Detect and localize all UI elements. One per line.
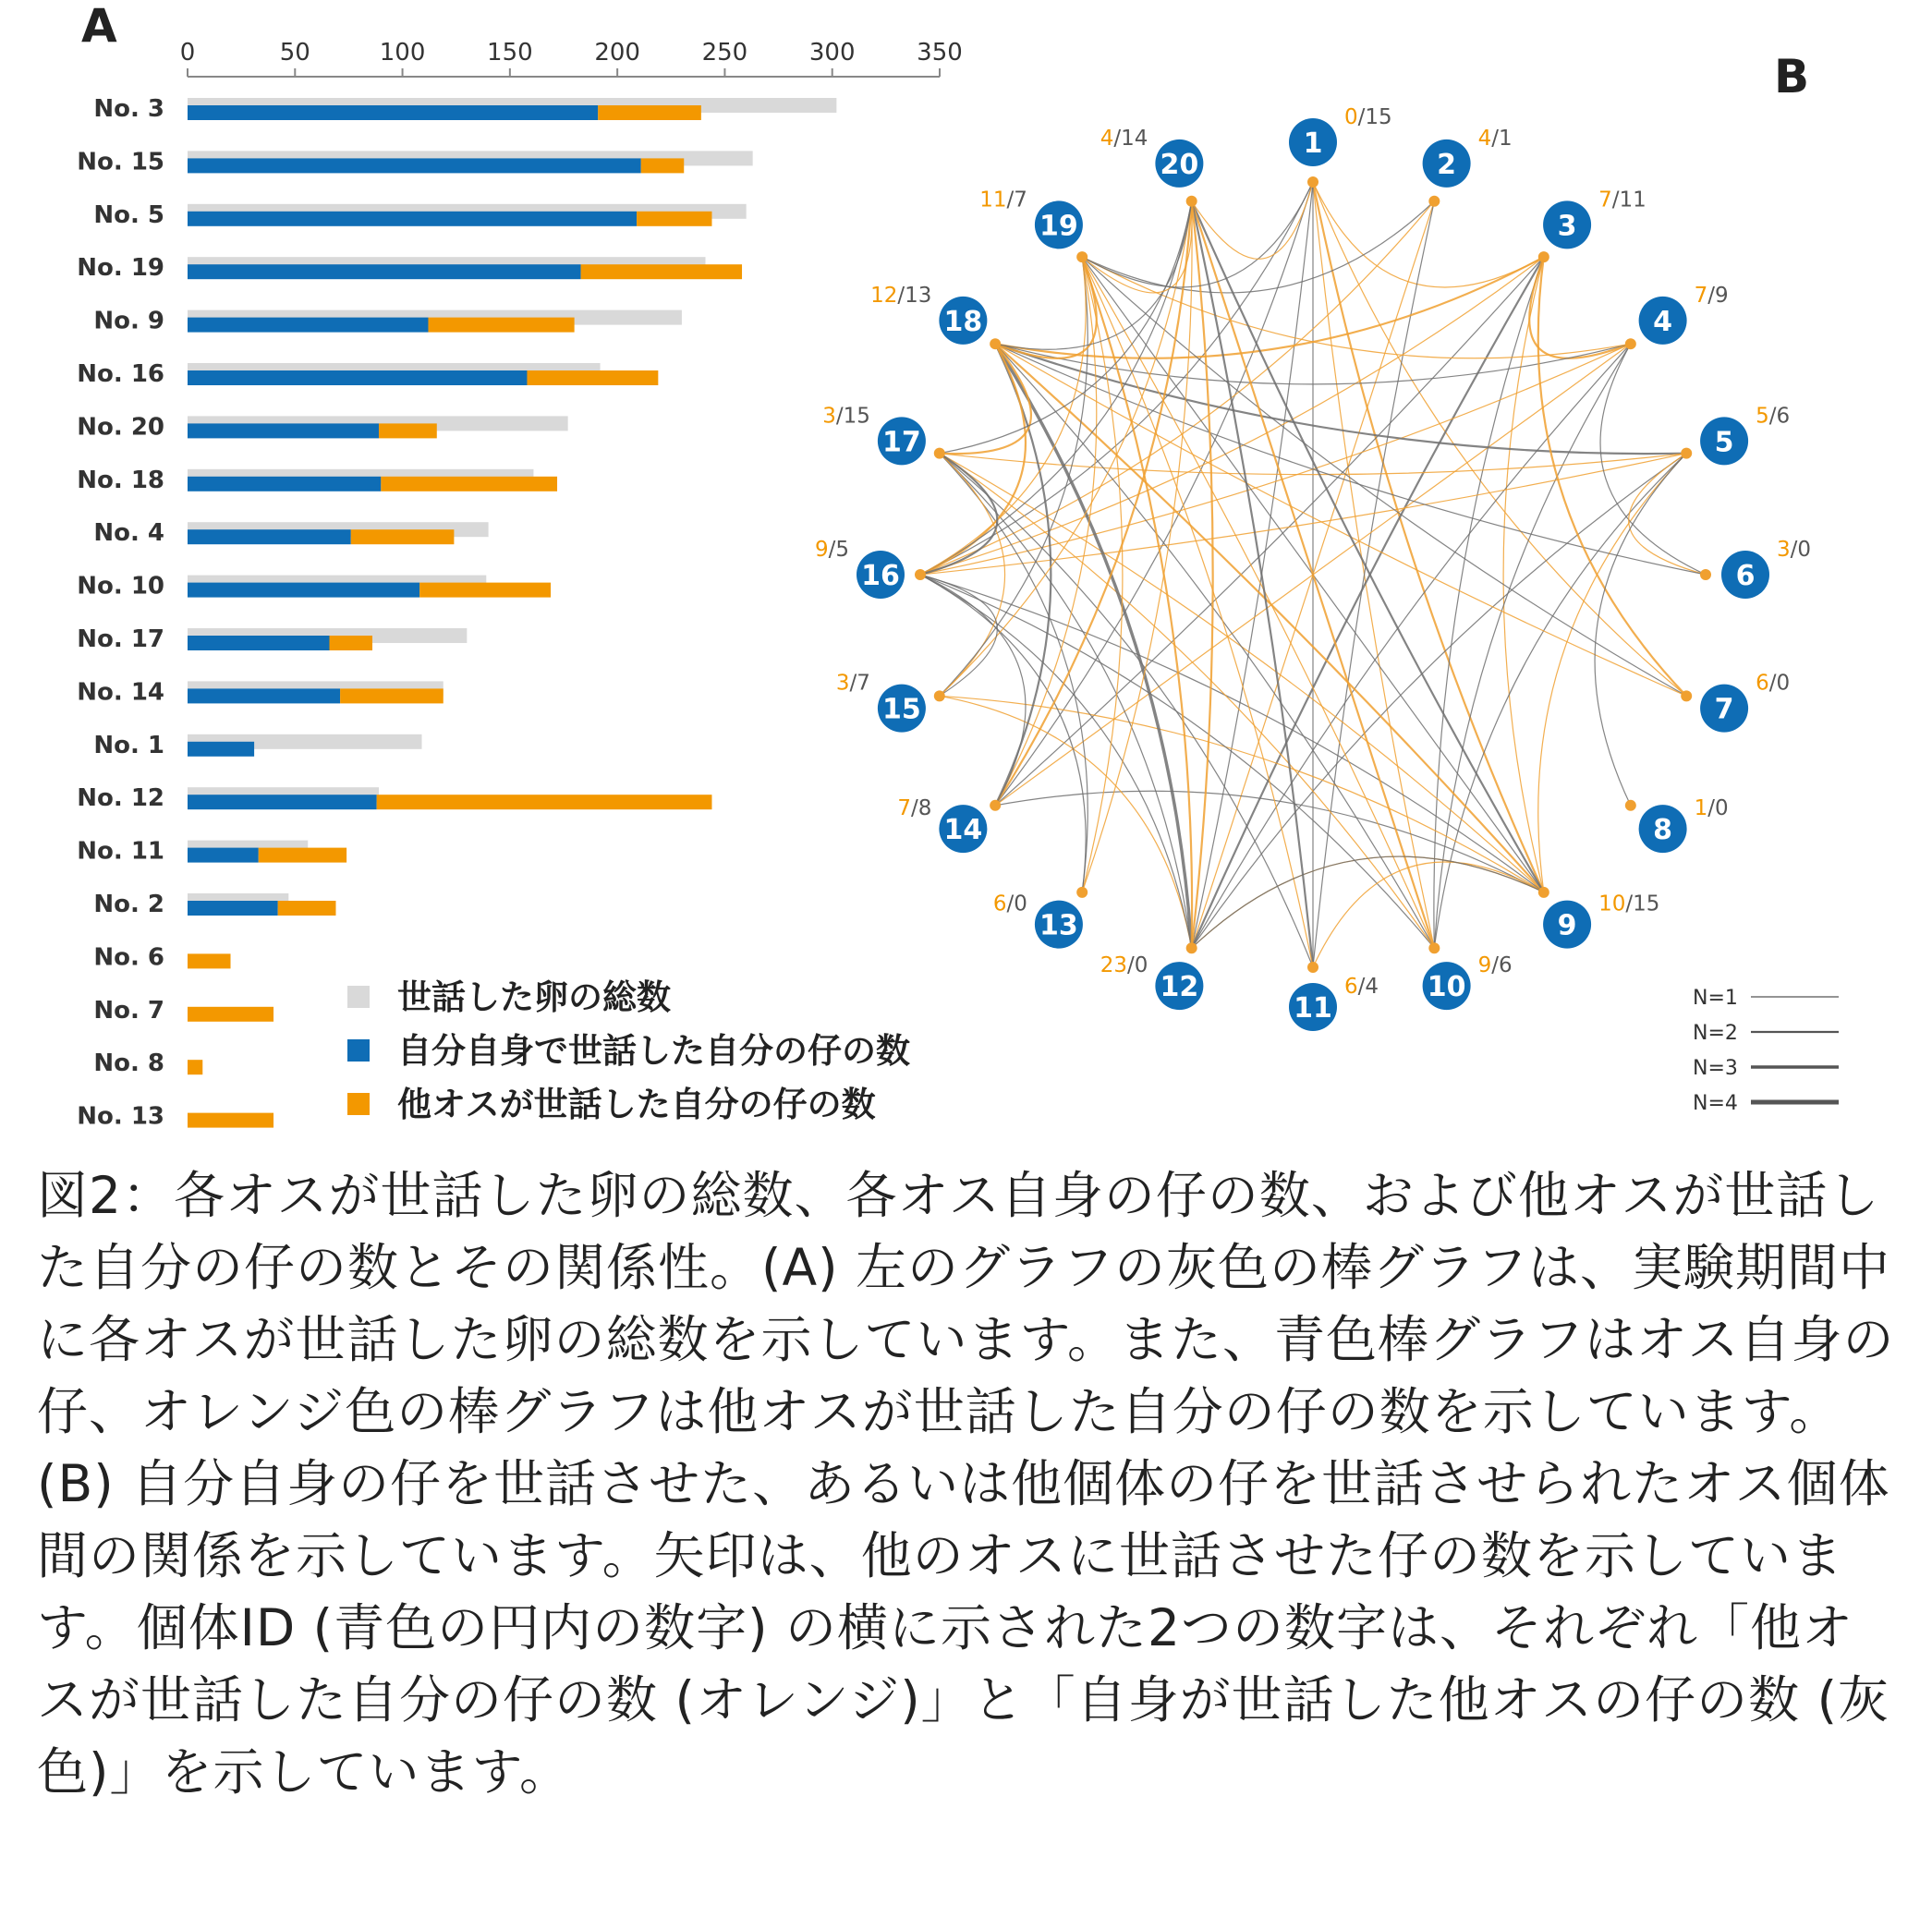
node-id: 1: [1303, 127, 1323, 160]
network-edge: [1192, 856, 1544, 948]
network-edge: [1192, 856, 1544, 948]
network-node: [1289, 105, 1392, 166]
network-edge: [940, 454, 1435, 948]
node-ratio: [993, 892, 1027, 916]
ratio-separator: /: [1126, 953, 1135, 978]
x-tick-label: 250: [701, 39, 748, 67]
node-id: 7: [1714, 693, 1734, 726]
category-label: No. 20: [77, 413, 164, 442]
category-label: No. 14: [77, 678, 164, 707]
node-id: 17: [882, 426, 921, 459]
ratio-gray: 13: [905, 283, 932, 308]
node-anchor-dot: [1428, 942, 1440, 953]
panel-a-label: A: [81, 0, 117, 53]
ratio-separator: /: [1006, 892, 1015, 916]
network-edge: [1313, 201, 1434, 967]
ratio-separator: /: [828, 538, 836, 562]
legend-swatch: [347, 1039, 370, 1062]
edge-weight-legend: [1693, 987, 1839, 1115]
ratio-gray: 6: [1499, 953, 1513, 978]
ratio-orange: 3: [822, 404, 836, 429]
x-tick-label: 350: [917, 39, 963, 67]
ratio-gray: 15: [1365, 105, 1392, 129]
category-label: No. 11: [77, 837, 164, 866]
category-label: No. 18: [77, 466, 164, 494]
ratio-separator: /: [1768, 404, 1777, 429]
node-anchor-dot: [1307, 176, 1318, 188]
ratio-orange: 3: [1777, 538, 1791, 562]
network-node: [1100, 127, 1204, 188]
category-label: No. 8: [93, 1049, 164, 1078]
network-edge: [995, 791, 1544, 892]
node-ratio: [1598, 188, 1646, 212]
node-anchor-dot: [1700, 569, 1711, 580]
ratio-separator: /: [1707, 283, 1716, 308]
ratio-separator: /: [897, 283, 905, 308]
bar-other: [188, 1060, 202, 1074]
node-id: 14: [943, 814, 983, 847]
ratio-gray: 0: [1715, 796, 1729, 821]
network-node: [1543, 892, 1659, 949]
bar-legend: [347, 977, 910, 1124]
network-node: [1423, 953, 1513, 1010]
network-node: [1100, 953, 1204, 1010]
network-edge: [940, 344, 1031, 454]
bar-own: [188, 212, 637, 226]
category-label: No. 16: [77, 360, 164, 388]
node-ratio: [822, 404, 870, 428]
network-node: [1639, 796, 1729, 853]
ratio-gray: 0: [1776, 671, 1791, 696]
ratio-gray: 8: [917, 796, 932, 821]
node-id: 18: [943, 305, 983, 338]
node-ratio: [870, 284, 931, 308]
ratio-orange: 5: [1756, 404, 1769, 429]
node-anchor-dot: [990, 338, 1001, 349]
node-id: 10: [1427, 971, 1466, 1004]
network-edge: [995, 257, 1097, 806]
ratio-orange: 3: [835, 671, 850, 696]
network-edge: [995, 257, 1097, 358]
ratio-orange: 1: [1694, 796, 1708, 821]
ratio-gray: 6: [1776, 404, 1791, 429]
ratio-separator: /: [1491, 126, 1500, 151]
network-node: [1721, 538, 1811, 599]
network-edge: [1082, 257, 1631, 358]
legend-swatch: [347, 986, 370, 1008]
node-anchor-dot: [1307, 962, 1318, 973]
node-anchor-dot: [1428, 196, 1440, 207]
ratio-separator: /: [1768, 671, 1777, 696]
bar-own: [188, 848, 259, 863]
category-label: No. 6: [93, 943, 164, 972]
ratio-separator: /: [1611, 188, 1620, 212]
node-anchor-dot: [1625, 800, 1636, 811]
category-label: No. 12: [77, 784, 164, 813]
ratio-separator: /: [1357, 105, 1366, 129]
network-node: [993, 892, 1083, 949]
ratio-separator: /: [910, 796, 918, 821]
bar-other: [641, 158, 685, 173]
network-edge: [995, 257, 1544, 358]
category-label: No. 2: [93, 891, 164, 918]
category-label: No. 15: [77, 148, 164, 176]
network-edge: [1313, 182, 1544, 892]
x-tick-label: 0: [179, 39, 196, 67]
bar-own: [188, 370, 527, 385]
network-edge: [1082, 257, 1434, 948]
ratio-separator: /: [1357, 975, 1366, 999]
ratio-orange: 9: [1477, 953, 1492, 978]
node-ratio: [1695, 796, 1729, 820]
network-edge: [1434, 257, 1544, 948]
node-anchor-dot: [1186, 196, 1197, 207]
x-tick-label: 100: [379, 39, 426, 67]
bar-other: [188, 953, 231, 968]
network-edge: [995, 344, 1544, 892]
ratio-gray: 1: [1499, 126, 1513, 151]
node-id: 19: [1039, 210, 1078, 243]
bar-other: [188, 1113, 273, 1128]
bar-own: [188, 636, 329, 650]
node-anchor-dot: [1186, 942, 1197, 953]
network-node: [1700, 404, 1790, 465]
node-anchor-dot: [1538, 887, 1549, 898]
ratio-orange: 6: [1344, 975, 1358, 999]
node-id: 15: [882, 693, 921, 726]
ratio-separator: /: [835, 404, 844, 429]
bar-own: [188, 901, 278, 916]
ratio-gray: 7: [1014, 188, 1027, 212]
ratio-gray: 9: [1715, 283, 1729, 308]
node-ratio: [836, 672, 870, 696]
node-ratio: [1756, 404, 1790, 428]
network-node: [979, 188, 1083, 249]
ratio-orange: 7: [1598, 188, 1612, 212]
bar-own: [188, 477, 381, 491]
bar-other: [381, 477, 557, 491]
bar-own: [188, 795, 377, 809]
network-edge: [920, 182, 1313, 575]
node-ratio: [1756, 672, 1790, 696]
node-anchor-dot: [934, 448, 945, 459]
ratio-gray: 0: [1134, 953, 1148, 978]
bar-other: [428, 318, 574, 333]
node-id: 3: [1557, 210, 1577, 243]
network-edge: [920, 257, 1544, 575]
ratio-separator: /: [1006, 188, 1015, 212]
node-ratio: [1344, 975, 1379, 999]
bar-other: [340, 688, 444, 703]
network-graph: [815, 105, 1811, 1031]
ratio-orange: 4: [1100, 126, 1114, 151]
category-label: No. 17: [77, 625, 164, 653]
ratio-separator: /: [1491, 953, 1500, 978]
category-label: No. 4: [93, 519, 164, 548]
ratio-orange: 6: [1756, 671, 1769, 696]
bar-own: [188, 318, 428, 333]
x-tick-label: 150: [487, 39, 533, 67]
ratio-separator: /: [1790, 538, 1798, 562]
category-label: No. 5: [93, 200, 164, 229]
network-edge: [1529, 257, 1631, 358]
x-tick-label: 50: [279, 39, 310, 67]
ratio-gray: 5: [835, 538, 849, 562]
network-edge: [995, 201, 1192, 349]
network-node: [836, 672, 926, 733]
network-node: [1700, 672, 1790, 733]
network-node: [1639, 284, 1729, 345]
node-anchor-dot: [1681, 448, 1692, 459]
bar-own: [188, 158, 641, 173]
network-edge: [1313, 182, 1544, 287]
ratio-orange: 4: [1477, 126, 1492, 151]
node-id: 2: [1437, 148, 1457, 181]
node-id: 12: [1160, 971, 1199, 1004]
ratio-gray: 15: [843, 404, 870, 429]
bar-own: [188, 742, 254, 757]
bar-other: [351, 529, 455, 544]
network-node: [1423, 127, 1513, 188]
ratio-orange: 10: [1598, 892, 1626, 916]
legend-label: 自分自身で世話した自分の仔の数: [397, 1031, 910, 1071]
category-label: No. 10: [77, 572, 164, 601]
network-edge: [1192, 201, 1313, 967]
node-ratio: [1478, 953, 1513, 977]
node-ratio: [1695, 284, 1729, 308]
category-label: No. 1: [93, 731, 164, 759]
ratio-separator: /: [1625, 892, 1634, 916]
node-id: 9: [1557, 909, 1577, 942]
ratio-orange: 9: [814, 538, 829, 562]
ratio-gray: 15: [1633, 892, 1660, 916]
node-anchor-dot: [1538, 251, 1549, 262]
ratio-orange: 6: [992, 892, 1007, 916]
bar-other: [377, 795, 712, 809]
ratio-gray: 11: [1619, 188, 1646, 212]
ratio-gray: 0: [1014, 892, 1027, 916]
network-node: [815, 538, 905, 599]
node-ratio: [1344, 105, 1392, 129]
category-label: No. 7: [93, 996, 164, 1025]
node-id: 16: [861, 560, 900, 592]
node-anchor-dot: [915, 569, 926, 580]
bar-other: [329, 636, 372, 650]
ratio-orange: 12: [870, 283, 898, 308]
network-edge: [1192, 182, 1313, 259]
network-edge: [1600, 344, 1706, 575]
ratio-orange: 0: [1344, 105, 1358, 129]
network-edge: [917, 575, 1544, 892]
network-edge: [1434, 454, 1686, 948]
bar-own: [188, 423, 379, 438]
x-tick-label: 300: [808, 39, 856, 67]
network-node: [822, 404, 926, 465]
node-ratio: [1478, 127, 1513, 151]
legend-swatch: [347, 1093, 370, 1115]
node-ratio: [897, 796, 931, 820]
node-id: 6: [1735, 560, 1756, 592]
node-ratio: [979, 188, 1027, 212]
network-edge: [940, 201, 1192, 697]
bar-other: [527, 370, 658, 385]
network-edge: [1082, 257, 1123, 892]
edge-legend-label: N=4: [1693, 1092, 1738, 1115]
ratio-separator: /: [1707, 796, 1716, 821]
node-id: 5: [1714, 426, 1734, 459]
legend-label: 他オスが世話した自分の仔の数: [397, 1085, 876, 1124]
network-edge: [920, 454, 1686, 575]
bar-own: [188, 688, 340, 703]
node-anchor-dot: [1076, 887, 1088, 898]
bar-own: [188, 264, 581, 279]
bar-other: [581, 264, 742, 279]
bar-other: [188, 1007, 273, 1022]
ratio-gray: 0: [1797, 538, 1812, 562]
network-node: [897, 796, 987, 853]
node-id: 8: [1653, 814, 1673, 847]
bar-other: [419, 583, 551, 598]
bar-other: [598, 105, 701, 120]
network-node: [1543, 188, 1646, 249]
node-anchor-dot: [1681, 690, 1692, 701]
node-anchor-dot: [1625, 338, 1636, 349]
node-ratio: [1777, 538, 1811, 562]
bar-other: [278, 901, 336, 916]
node-ratio: [1100, 127, 1148, 151]
bar-own: [188, 105, 598, 120]
network-node: [1289, 975, 1379, 1031]
node-anchor-dot: [1076, 251, 1088, 262]
node-anchor-dot: [934, 690, 945, 701]
node-id: 20: [1160, 148, 1199, 181]
category-label: No. 19: [77, 254, 164, 283]
edge-legend-label: N=2: [1693, 1022, 1738, 1045]
network-edge: [995, 257, 1544, 806]
bar-own: [188, 583, 419, 598]
bar-other: [259, 848, 346, 863]
category-label: No. 3: [93, 95, 164, 123]
legend-label: 世話した卵の総数: [397, 977, 671, 1017]
bar-own: [188, 529, 351, 544]
ratio-gray: 14: [1121, 126, 1148, 151]
ratio-orange: 11: [979, 188, 1007, 212]
ratio-orange: 7: [897, 796, 911, 821]
edge-legend-label: N=1: [1693, 987, 1738, 1010]
node-ratio: [1598, 892, 1659, 916]
ratio-orange: 7: [1694, 283, 1708, 308]
ratio-separator: /: [1113, 126, 1122, 151]
panel-b-label: B: [1774, 50, 1810, 103]
node-ratio: [815, 538, 849, 562]
figure-caption: 図2：各オスが世話した卵の総数、各オス自身の仔の数、および他オスが世話した自分の仔の数とその関係性。(A) 左のグラフの灰色の棒グラフは、実験期間中に各オスが世話した卵の総数を示しています。また、青色棒グラフはオス自身の仔、オレンジ色の棒グラフは他オスが世話した自分の仔の数を示しています。(B) 自分自身の仔を世話させた、あるいは他個体の仔を世話させられたオス個体間の関係を示しています。矢印は、他のオスに世話させた仔の数を示しています。個体ID (青色の円内の数字) の横に示された2つの数字は、それぞれ「他オスが世話した自分の仔の数 (オレンジ)」と「自身が世話した他オスの仔の数 (灰色)」を示しています。: [37, 1166, 1895, 1802]
network-edge: [1192, 201, 1544, 892]
network-edge: [1192, 182, 1313, 948]
ratio-gray: 4: [1365, 975, 1379, 999]
bar-chart: [77, 39, 963, 1131]
node-anchor-dot: [990, 800, 1001, 811]
category-label: No. 13: [77, 1102, 164, 1131]
node-id: 4: [1653, 305, 1673, 338]
bar-other: [379, 423, 437, 438]
edge-legend-label: N=3: [1693, 1057, 1738, 1080]
ratio-gray: 7: [857, 671, 870, 696]
network-edge: [1192, 454, 1687, 948]
ratio-separator: /: [849, 671, 857, 696]
network-node: [870, 284, 987, 345]
node-ratio: [1100, 953, 1148, 977]
category-label: No. 9: [93, 307, 164, 335]
node-id: 13: [1039, 909, 1078, 942]
x-tick-label: 200: [594, 39, 640, 67]
network-edge: [940, 454, 1192, 948]
ratio-orange: 23: [1100, 953, 1127, 978]
node-id: 11: [1294, 992, 1332, 1025]
bar-other: [637, 212, 711, 226]
